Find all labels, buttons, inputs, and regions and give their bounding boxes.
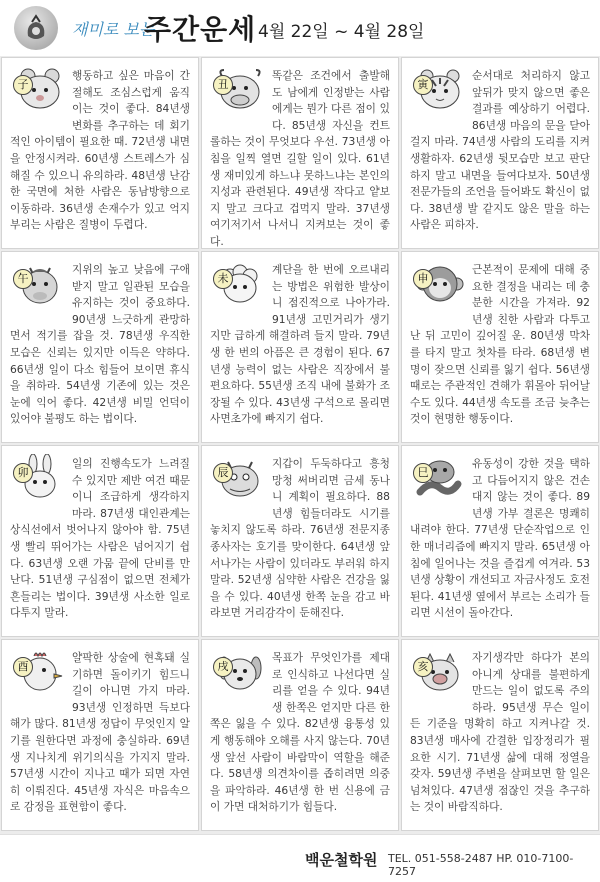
fortune-text: 순서대로 처리하지 않고 앞뒤가 맞지 않으면 좋은 결과를 예상하기 어렵다. 86년생 마음의 문을 닫아걸지 마라. 74년생 사람의 도리를 지켜 생활하자. 62년생 뒷모습만 보고 판단하지 말고 내면을 들여다보자. 50년생 전문가들의 조언을 들어봐도 확신이 없다. 38년생 발 같지도 않은 말을 하는 사람은 피하자. (410, 69, 590, 232)
header (0, 0, 600, 57)
fortune-cell-dog (201, 639, 399, 831)
fortune-cell-rat (1, 57, 199, 249)
zodiac-hanja-badge: 卯 (13, 463, 33, 483)
zodiac-hanja-badge: 午 (13, 269, 33, 289)
zodiac-hanja-badge: 巳 (413, 463, 433, 483)
academy-name: 백운철학원 (305, 851, 378, 869)
zodiac-hanja-badge: 未 (213, 269, 233, 289)
fortune-text: 똑같은 조건에서 출발해도 남에게 인정받는 사람에게는 뭔가 다른 점이 있다. 85년생 자신을 컨트롤하는 것이 무엇보다 우선. 73년생 아침을 일찍 열면 길할 일이 있다. 61년생 재미있게 하느냐 못하느냐는 본인의 지성과 관련된다. 49년생 작다고 얕보지 말고 크다고 겁먹지 말라. 37년생 여기저기서 나서니 지켜보는 것이 좋다. (210, 69, 390, 248)
fortune-cell-ox (201, 57, 399, 249)
fortune-cell-snake (401, 445, 599, 637)
zodiac-grid (0, 56, 600, 834)
fortune-cell-rabbit (1, 445, 199, 637)
fortune-cell-dragon (201, 445, 399, 637)
fortune-text: 행동하고 싶은 마음이 간절해도 조심스럽게 움직이는 것이 좋다. 84년생 변화를 추구하는 데 회기적인 아이템이 필요한 때. 72년생 내면을 안정시켜라. 60년생 스트레스가 심해질 수 있으니 유의하라. 48년생 난감한 국면에 처한 사람은 동남방향으로 이동하라. 36년생 손재수가 있고 억지부리는 사람은 질병이 두렵다. (10, 69, 190, 232)
fortune-text: 유동성이 강한 것을 택하고 다듬어지지 않은 건손대지 않는 것이 좋다. 89년생 가부 결론은 명쾌히 내려야 한다. 77년생 단순작업으로 인한 매너리즘에 빠지지 말라. 65년생 아침에 일어나는 것을 즐겁게 여겨라. 53년생 상황이 개선되고 자금사정도 호전된다. 41년생 옆에서 부르는 소리가 들리면 시선이 돌아간다. (410, 457, 590, 620)
fortune-cell-rooster (1, 639, 199, 831)
fortune-text: 일의 진행속도가 느려질 수 있지만 제반 여건 때문이니 조급하게 생각하지 마라. 87년생 대인관계는 상식선에서 벗어나지 않아야 함. 75년생 빨리 뛰어가는 사람은 넘어지기 쉽다. 63년생 오랜 가뭄 끝에 단비를 만난다. 51년생 구심점이 없으면 전체가 흔들리는 법이다. 39년생 사소한 일로 다투지 말라. (10, 457, 190, 620)
header-subtitle: 재미로 보는 (72, 20, 155, 39)
fortune-cell-tiger (401, 57, 599, 249)
fortune-text: 계단을 한 번에 오르내리는 방법은 위험한 발상이니 점진적으로 나아가라. 91년생 고민거리가 생기지만 급하게 해결하려 들지 말라. 79년생 한 번의 아픔은 큰 경험이 된다. 67년생 능력이 없는 사람은 직장에서 불편요하다. 55년생 조직 내에 불화가 조장될 수 있다. 43년생 구석으로 몰리면 사면초가에 빠지기 쉽다. (210, 263, 390, 426)
header-title: 주간운세 (144, 13, 257, 46)
fortune-cell-horse (1, 251, 199, 443)
fortune-text: 지갑이 두둑하다고 흥청망청 써버리면 금세 동나니 계획이 필요하다. 88년생 힘들더라도 시기를 놓치지 않도록 하라. 76년생 전문지종 종사자는 호기를 맞이한다. 64년생 앞서나가는 사람이 있더라도 부러워 하지 말라. 52년생 심약한 사람은 건강을 잃을 수 있다. 40년생 한쪽 눈을 감고 바라보면 거리감각이 둔해진다. (210, 457, 390, 620)
fortune-text: 지위의 높고 낮음에 구애받지 말고 일관된 모습을 유지하는 것이 중요하다. 90년생 느긋하게 관망하면서 적기를 잡을 것. 78년생 우직한 모습은 신뢰는 있지만 이득은 약하다. 66년생 일이 다소 힘들어 보이면 휴식을 취하라. 54년생 기존에 있는 것은 눈에 익어 좋다. 42년생 비밀 언덕이 있어야 불평도 하는 법이다. (10, 263, 190, 426)
zodiac-hanja-badge: 酉 (13, 657, 33, 677)
zodiac-hanja-badge: 戌 (213, 657, 233, 677)
fortune-text: 목표가 무엇인가를 제대로 인식하고 나선다면 실리를 얻을 수 있다. 94년생 한쪽은 얻지만 다른 한쪽은 잃을 수 있다. 82년생 융통성 있게 행동해야 오해를 사지 않는다. 70년생 앞선 사람이 바람막이 역할을 해준다. 58년생 의견차이를 좁히려면 의중을 파악하라. 46년생 한 번 신용에 금이 가면 대처하기가 힘들다. (210, 651, 390, 814)
fortune-text: 얄팍한 상술에 현혹돼 실기하면 돌이키기 힘드니 길이 아니면 가지 마라. 93년생 인정하면 득보다 해가 많다. 81년생 정답이 무엇인지 알기를 원한다면 과정에 충실하라. 69년생 지나치게 위기의식을 가지지 말라. 57년생 시간이 지나고 때가 되면 자연히 이뤄진다. 45년생 자식은 마음속으로 감정을 표현함이 좋다. (10, 651, 190, 814)
zodiac-hanja-badge: 辰 (213, 463, 233, 483)
zodiac-hanja-badge: 子 (13, 75, 33, 95)
fortune-cell-pig (401, 639, 599, 831)
zodiac-hanja-badge: 亥 (413, 657, 433, 677)
contact-info: TEL. 051-558-2487 HP. 010-7100-7257 (388, 852, 574, 878)
date-range: 4월 22일 ~ 4월 28일 (258, 22, 425, 42)
zodiac-hanja-badge: 寅 (413, 75, 433, 95)
footer (0, 834, 600, 882)
fortune-cell-sheep (201, 251, 399, 443)
fortune-cell-monkey (401, 251, 599, 443)
fortune-text: 자기생각만 하다가 본의 아니게 상대를 불편하게 만드는 일이 없도록 주의하라. 95년생 무슨 일이든 기준을 명확히 하고 지켜나갈 것. 83년생 매사에 간결한 입장정리가 필요한 시기. 71년생 삶에 대해 정열을 갖자. 59년생 주변을 살펴보면 할 일은 넘쳐있다. 47년생 점잖인 것을 추구하는 것이 바람직하다. (410, 651, 590, 814)
fortune-text: 근본적이 문제에 대해 중요한 결정을 내리는 데 충분한 시간을 가져라. 92년생 친한 사람과 다투고 난 뒤 고민이 깊어질 운. 80년생 막차를 타지 말고 첫차를 타라. 68년생 변명이 잦으면 신뢰를 잃기 쉽다. 56년생 때로는 주관적인 견해가 휘몰아 뒤어날 수도 있다. 44년생 속도를 조금 늦추는 것이 현명한 행동이다. (410, 263, 590, 426)
zodiac-hanja-badge: 申 (413, 269, 433, 289)
zodiac-hanja-badge: 丑 (213, 75, 233, 95)
fortune-bag-logo-icon (14, 6, 58, 50)
